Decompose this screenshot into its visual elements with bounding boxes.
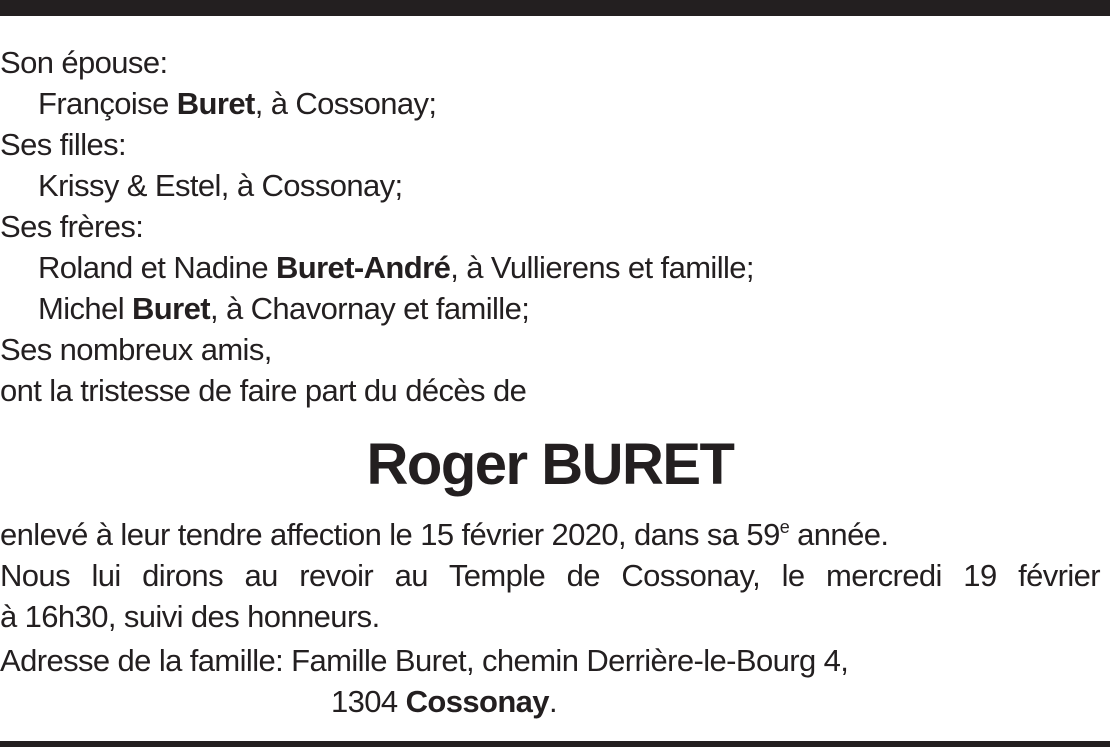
announcement-line <box>0 370 526 411</box>
spouse-surname: Buret <box>176 86 255 121</box>
details-line-1-end: année. <box>789 517 889 552</box>
brother1-line <box>0 247 754 288</box>
brother1-surname: Buret-André <box>275 250 451 285</box>
address-text: Adresse de la famille: Famille Buret, chemin Derrière-le-Bourg 4, <box>0 643 849 678</box>
spouse-first-name: Françoise <box>38 86 177 121</box>
details-line-3 <box>0 596 380 637</box>
final-period: . <box>548 684 557 719</box>
spouse-heading-text: Son épouse: <box>0 45 168 80</box>
brother1-first-names: Roland et Nadine <box>38 250 276 285</box>
brother2-surname: Buret <box>132 291 210 326</box>
daughters-line <box>0 165 403 206</box>
brother1-place: , à Vullierens et famille; <box>450 250 754 285</box>
spouse-line <box>0 83 436 124</box>
spouse-heading <box>0 42 168 83</box>
brothers-heading <box>0 206 143 247</box>
brother2-first-name: Michel <box>38 291 132 326</box>
details-line-1 <box>0 514 888 555</box>
deceased-name: Roger BURET <box>366 432 734 497</box>
daughters-heading <box>0 124 126 165</box>
daughters-heading-text: Ses filles: <box>0 127 127 162</box>
details-line-1-text: enlevé à leur tendre affection le 15 février 2020, dans sa 59 <box>0 517 780 552</box>
postal-code: 1304 <box>331 684 406 719</box>
top-border-rule <box>0 0 1110 16</box>
brother2-line <box>0 288 529 329</box>
details-line-2: Nous lui dirons au revoir au Temple de Cossonay, le mercredi 19 février <box>0 558 1100 593</box>
announcement-text: ont la tristesse de faire part du décès de <box>0 373 527 408</box>
address-city: Cossonay <box>405 684 549 719</box>
friends-line <box>0 329 272 370</box>
daughters-names: Krissy & Estel, à Cossonay; <box>38 168 403 203</box>
address-line <box>0 640 848 681</box>
brother2-place: , à Chavornay et famille; <box>209 291 530 326</box>
address-city-line <box>331 681 557 722</box>
bottom-border-rule <box>0 741 1110 747</box>
ordinal-suffix: e <box>779 517 790 537</box>
brothers-heading-text: Ses frères: <box>0 209 144 244</box>
spouse-place: , à Cossonay; <box>254 86 437 121</box>
friends-text: Ses nombreux amis, <box>0 332 272 367</box>
details-line-3-text: à 16h30, suivi des honneurs. <box>0 599 380 634</box>
